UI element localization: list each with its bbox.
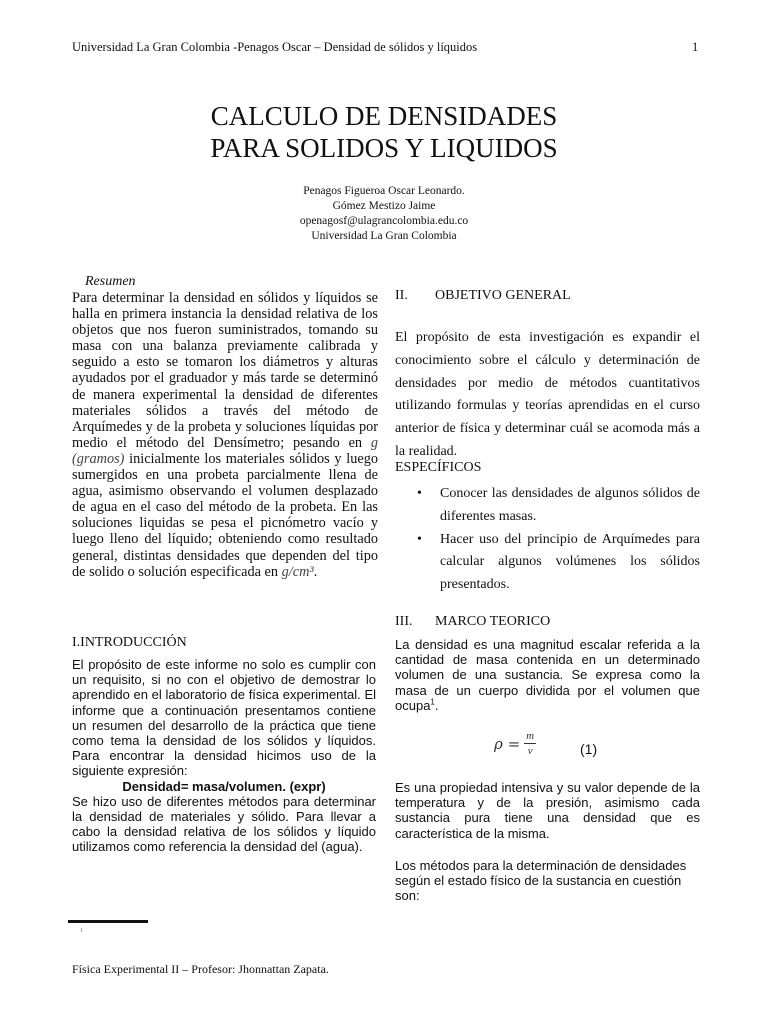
specific-objective-1: Conocer las densidades de algunos sólidos de diferentes masas. (440, 486, 700, 524)
footnote-reference: 1 (430, 697, 435, 707)
bullet-icon: • (417, 531, 422, 547)
abstract-end: . (313, 563, 318, 580)
objective-title: OBJETIVO GENERAL (435, 288, 571, 303)
density-formula (494, 730, 536, 757)
objective-heading (395, 288, 571, 304)
footnote-mark: 1 (80, 928, 83, 934)
abstract-part-2: inicialmente los materiales sólidos y luego sumergidos en una probeta parcialmente llena de agua, asimismo observando el volumen desplazado de agua en el caso del método de la probeta. En las soluciones liquidas se pesa el picnómetro vacío y luego lleno del líquido; obteniendo como resultado general, distintas densidades que dependen del tipo de solido o solución especificada en (72, 450, 378, 580)
formula-numerator: m (526, 730, 535, 742)
framework-para-1-end: . (434, 697, 439, 713)
framework-heading (395, 614, 550, 630)
objective-number: II. (395, 288, 408, 303)
specific-objectives-heading: ESPECÍFICOS (395, 460, 482, 475)
framework-title: MARCO TEORICO (435, 614, 551, 629)
abstract-heading: Resumen (85, 274, 136, 289)
list-item (395, 529, 700, 597)
introduction-heading: I.INTRODUCCIÓN (72, 635, 187, 650)
framework-para-2: Es una propiedad intensiva y su valor depende de la temperatura y de la presión, asimismo cada sustancia pura tiene una densidad que es característica de la misma. (395, 780, 700, 841)
framework-number: III. (395, 614, 413, 629)
unit-density: g/cm³ (281, 563, 314, 580)
formula-denominator: v (527, 745, 533, 757)
framework-para-1-text: La densidad es una magnitud escalar referida a la cantidad de masa contenida en un determinado volumen de una sustancia. Se expresa como la masa de un cuerpo dividida por el volumen que ocupa (395, 637, 700, 713)
title-line-2: PARA SOLIDOS Y LIQUIDOS (210, 133, 558, 163)
fraction-bar (524, 743, 536, 744)
equation-number: (1) (580, 741, 598, 757)
objective-text: El propósito de esta investigación es expandir el conocimiento sobre el cálculo y determinación de densidades por medio de métodos cuantitativos utilizando formulas y teorías aprendidas en el curso anterior de física y determinar cuál se acomoda más a la realidad. (395, 330, 700, 459)
paper-title (0, 100, 768, 164)
abstract-part-1: Para determinar la densidad en sólidos y líquidos se halla en primera instancia la densidad relativa de los objetos que nos fueron suministrados, tomando su masa con una balanza previamente calibrada y seguido a esto se tomaron los diámetros y alturas ayudados por el graduador y más tarde se determinó de manera experimental la densidad de diferentes materiales sólidos a través del método de Arquímedes y de la probeta y soluciones líquidas por medio el método del Densímetro; pesando en (72, 290, 378, 451)
footnote-divider (68, 920, 148, 923)
abstract-text (72, 290, 378, 580)
author-email: openagosf@ulagrancolombia.edu.co (299, 215, 469, 227)
bullet-icon: • (417, 486, 422, 501)
running-header: Universidad La Gran Colombia -Penagos Oscar – Densidad de sólidos y líquidos (72, 40, 478, 54)
density-expression: Densidad= masa/volumen. (expr) (122, 778, 326, 794)
framework-para-1 (395, 637, 700, 713)
page-number: 1 (692, 40, 699, 54)
author-1: Penagos Figueroa Oscar Leonardo. (303, 185, 465, 197)
formula-lhs: ρ = (494, 734, 521, 753)
formula-fraction (524, 730, 536, 757)
specific-objectives-list (395, 483, 700, 597)
list-item (395, 483, 700, 529)
unit-grams: g (gramos) (72, 434, 378, 467)
specific-objective-2: Hacer uso del principio de Arquímedes para calcular algunos volúmenes los sólidos presentados. (440, 531, 700, 593)
page-footer: Física Experimental II – Profesor: Jhonnattan Zapata. (72, 962, 329, 976)
author-2: Gómez Mestizo Jaime (332, 200, 436, 212)
introduction-text (72, 657, 376, 855)
introduction-para-1: El propósito de este informe no solo es cumplir con un requisito, si no con el objetivo de demostrar lo aprendido en el laboratorio de física experimental. El informe que a continuación presentamos contiene un resumen del desarrollo de la práctica que tiene como tema la densidad de los sólidos y líquidos. Para encontrar la densidad hicimos uso de la siguiente expresión: (72, 657, 376, 779)
author-affiliation: Universidad La Gran Colombia (311, 230, 457, 242)
introduction-para-2: Se hizo uso de diferentes métodos para determinar la densidad de materiales y sólido. Para llevar a cabo la densidad relativa de los sólidos y líquido utilizamos como referencia la densidad del (agua). (72, 793, 376, 855)
author-block (0, 184, 768, 244)
framework-para-3: Los métodos para la determinación de densidades según el estado físico de la sustancia en cuestión son: (395, 858, 687, 904)
title-line-1: CALCULO DE DENSIDADES (210, 101, 558, 131)
